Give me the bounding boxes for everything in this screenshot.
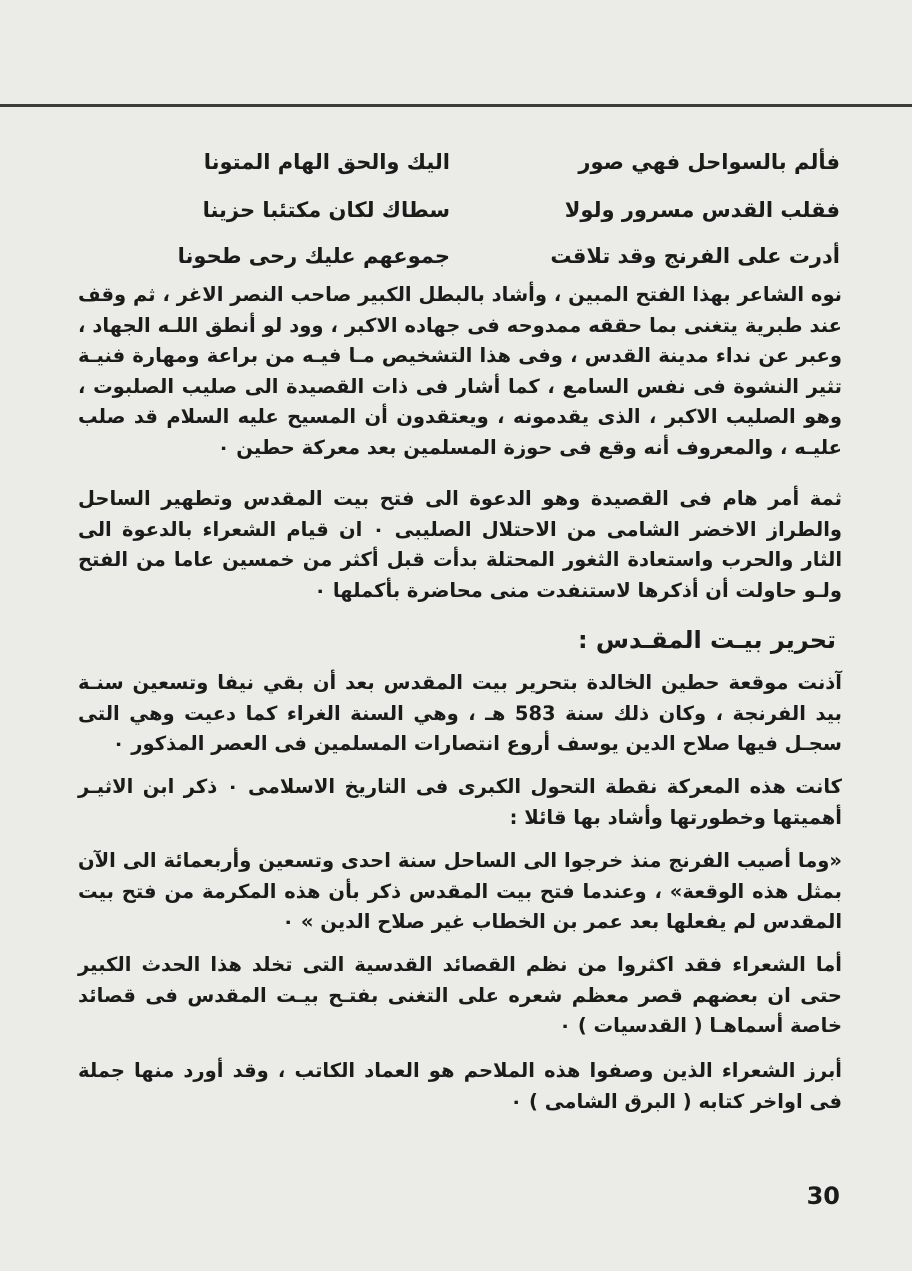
paragraph-call-to-liberation: ثمة أمر هام فى القصيدة وهو الدعوة الى فتح بيت المقدس وتطهير الساحل والطراز الاخضر الشامى من الاحتلال الصليبى ٠ ان قيام الشعراء بالدعوة الى الثار والحرب واستعادة الثغور المحتلة بدأت قبل أكثر من خمسين عاما من الفتح ولـو حاولت أن أذكرها لاستنفدت منى محاضرة بأكملها ٠ <box>78 487 842 602</box>
verse-first-hemistich: أدرت على الفرنج وقد تلاقت <box>550 244 840 268</box>
verse-second-hemistich: اليك والحق الهام المتونا <box>203 150 450 174</box>
poem-verse <box>80 142 840 182</box>
paragraph-imad-katib: أبرز الشعراء الذين وصفوا هذه الملاحم هو العماد الكاتب ، وقد أورد منها جملة فى اواخر كتابه ( البرق الشامى ) ٠ <box>78 1059 842 1113</box>
paragraph-ibn-athir-quote: «وما أصيب الفرنج منذ خرجوا الى الساحل سنة احدى وتسعين وأربعمائة الى الآن بمثل هذه الوقعة» ، وعندما فتح بيت المقدس ذكر بأن هذه المكرمة من فتح بيت المقدس لم يفعلها بعد عمر بن الخطاب غير صلاح الدين » ٠ <box>78 849 842 933</box>
verse-second-hemistich: سطاك لكان مكتئبا حزينا <box>202 198 450 222</box>
page-number: 30 <box>806 1182 840 1210</box>
paragraph-hattin: آذنت موقعة حطين الخالدة بتحرير بيت المقدس بعد أن بقي نيفا وتسعين سنـة بيد الفرنجة ، وكان ذلك سنة 583 هـ ، وهي السنة الغراء كما دعيت وهي التى سجـل فيها صلاح الدين يوسف أروع انتصارات المسلمين فى العصر المذكور ٠ <box>78 671 842 755</box>
verse-second-hemistich: جموعهم عليك رحى طحونا <box>177 244 450 268</box>
paragraph-qudsiyyat: أما الشعراء فقد اكثروا من نظم القصائد القدسية التى تخلد هذا الحدث الكبير حتى ان بعضهم قصر معظم شعره على التغنى بفتـح بيـت المقدس فى قصائد خاصة أسماهـا ( القدسيات ) ٠ <box>78 953 842 1037</box>
section-heading: تحرير بيـت المقـدس : <box>577 626 836 654</box>
paragraph-turning-point: كانت هذه المعركة نقطة التحول الكبرى فى التاريخ الاسلامى ٠ ذكر ابن الاثيـر أهميتها وخطورتها وأشاد بها قائلا : <box>78 775 843 829</box>
paragraph-poem-commentary: نوه الشاعر بهذا الفتح المبين ، وأشاد بالبطل الكبير صاحب النصر الاغر ، ثم وقف عند طبرية يتغنى بما حققه ممدوحه فى جهاده الاكبر ، وود لو أنطق اللـه الجهاد ، وعبر عن نداء مدينة القدس ، وفى هذا التشخيص مـا فيـه من براعة ومهارة فنيـة تثير النشوة فى نفس السامع ، كما أشار فى ذات القصيدة الى صليب الصلبوت ، وهو الصليب الاكبر ، الذى يقدمونه ، ويعتقدون أن المسيح عليه السلام قد صلب عليـه ، والمعروف أنه وقع فى حوزة المسلمين بعد معركة حطين ٠ <box>78 283 842 459</box>
poem-verse <box>80 190 840 230</box>
verse-first-hemistich: فقلب القدس مسرور ولولا <box>564 198 840 222</box>
verse-first-hemistich: فألم بالسواحل فهي صور <box>578 150 840 174</box>
header-rule <box>0 104 912 107</box>
poem-verse <box>80 236 840 276</box>
